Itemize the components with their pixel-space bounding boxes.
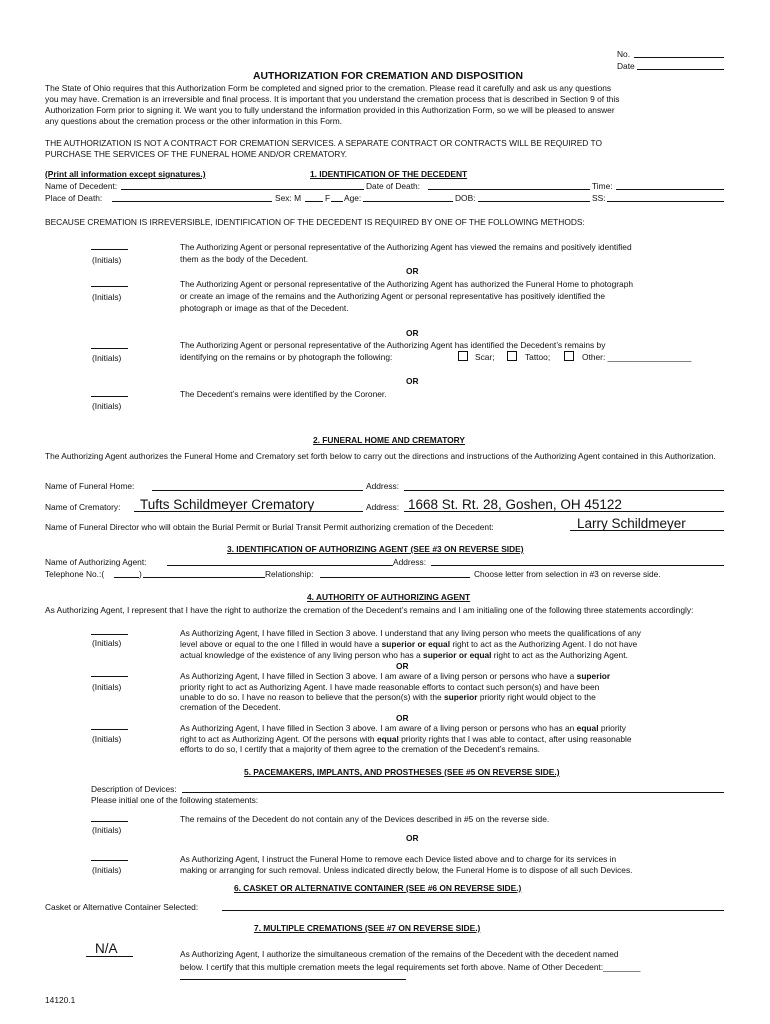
identification-requirement: BECAUSE CREMATION IS IRREVERSIBLE, IDENTIFICATION OF THE DECEDENT IS REQUIRED BY ONE OF THE FOLLOWING METHODS:	[45, 217, 585, 227]
funeral-home-field[interactable]	[152, 490, 363, 491]
method-4-line: The Decedent’s remains were identified by the Coroner.	[180, 389, 387, 399]
other-decedent-field[interactable]	[180, 979, 406, 980]
section-4-heading: 4. AUTHORITY OF AUTHORIZING AGENT	[307, 592, 471, 602]
ss-field[interactable]	[607, 201, 724, 202]
initials-line[interactable]	[91, 729, 128, 730]
section-2-heading: 2. FUNERAL HOME AND CREMATORY	[313, 435, 465, 445]
form-title: AUTHORIZATION FOR CREMATION AND DISPOSITION	[253, 71, 523, 82]
crematory-name-value[interactable]: Tufts Schildmeyer Crematory	[140, 497, 315, 512]
notice-line-2: PURCHASE THE SERVICES OF THE FUNERAL HOME AND/OR CREMATORY.	[45, 149, 348, 159]
crematory-field[interactable]	[134, 511, 363, 512]
decedent-name-field[interactable]	[121, 189, 364, 190]
authority-c-line-2: right to act as Authorizing Agent. Of the persons with equal priority rights that I was able to contact, after using reasonable	[180, 734, 632, 744]
method-2-line-3: photograph or image as that of the Decedent.	[180, 303, 349, 313]
intro-line-3: Authorization Form prior to signing it. We want you to fully understand the information provided in this Authorization Form, so we will be pleased to answer	[45, 105, 615, 115]
dob-field[interactable]	[478, 201, 590, 202]
authority-a-line-2: level above or equal to the one I filled in would have a superior or equal right to act as the Authorizing Agent. I do not have	[180, 639, 638, 649]
method-3-line-1: The Authorizing Agent or personal representative of the Authorizing Agent has identified the Decedent’s remains by	[180, 340, 606, 350]
multiple-cremation-line-1: As Authorizing Agent, I authorize the simultaneous cremation of the remains of the Decedent with the decedent named	[180, 949, 619, 959]
agent-address-field[interactable]	[431, 565, 724, 566]
or-label: OR	[406, 266, 419, 276]
initials-line[interactable]	[91, 286, 128, 287]
sex-f-label: F	[325, 193, 331, 203]
initials-line[interactable]	[91, 860, 128, 861]
telephone-field[interactable]	[143, 577, 265, 578]
container-label: Casket or Alternative Container Selected:	[45, 902, 199, 912]
section-4-intro: As Authorizing Agent, I represent that I have the right to authorize the cremation of the Decedent’s remains and I am initialing one of the following three statements accordingly:	[45, 605, 694, 615]
date-label: Date	[617, 61, 635, 71]
method-2-line-1: The Authorizing Agent or personal representative of the Authorizing Agent has authorized the Funeral Home to photograph	[180, 279, 634, 289]
number-label: No.	[617, 49, 631, 59]
sex-f-field[interactable]	[331, 201, 343, 202]
authorizing-agent-label: Name of Authorizing Agent:	[45, 557, 147, 567]
intro-line-4: any questions about the cremation process or the other information in this Form.	[45, 116, 342, 126]
funeral-director-field[interactable]	[570, 530, 724, 531]
devices-statement-b-line-1: As Authorizing Agent, I instruct the Funeral Home to remove each Device listed above and to charge for its services in	[180, 854, 617, 864]
place-of-death-label: Place of Death:	[45, 193, 103, 203]
time-field[interactable]	[616, 189, 724, 190]
time-label: Time:	[592, 181, 613, 191]
initials-line[interactable]	[91, 676, 128, 677]
devices-label: Description of Devices:	[91, 784, 177, 794]
decedent-name-label: Name of Decedent:	[45, 181, 118, 191]
initials-line[interactable]	[91, 348, 128, 349]
crematory-address-value[interactable]: 1668 St. Rt. 28, Goshen, OH 45122	[408, 497, 622, 512]
authorizing-agent-field[interactable]	[167, 565, 393, 566]
container-field[interactable]	[222, 910, 724, 911]
initials-label: (Initials)	[92, 865, 122, 875]
other-label: Other: __________________	[582, 352, 692, 362]
age-label: Age:	[344, 193, 362, 203]
form-number: 14120.1	[45, 995, 76, 1005]
crematory-label: Name of Crematory:	[45, 502, 121, 512]
funeral-director-value[interactable]: Larry Schildmeyer	[577, 516, 686, 531]
crematory-address-label: Address:	[366, 502, 400, 512]
tattoo-checkbox[interactable]	[507, 351, 517, 361]
initials-line[interactable]	[91, 396, 128, 397]
funeral-director-label: Name of Funeral Director who will obtain the Burial Permit or Burial Transit Permit authorizing cremation of the Decedent:	[45, 522, 494, 532]
notice-line-1: THE AUTHORIZATION IS NOT A CONTRACT FOR CREMATION SERVICES. A SEPARATE CONTRACT OR CONTRACTS WILL BE REQUIRED TO	[45, 138, 603, 148]
print-note: (Print all information except signatures.)	[45, 169, 206, 179]
initials-label: (Initials)	[92, 255, 122, 265]
devices-field[interactable]	[182, 792, 724, 793]
date-of-death-label: Date of Death:	[366, 181, 421, 191]
or-label: OR	[406, 833, 419, 843]
intro-line-2: you may have. Cremation is an irreversible and final process. It is important that you understand the cremation process that is described in Section 9 of this	[45, 94, 620, 104]
sex-label: Sex: M	[275, 193, 302, 203]
agent-address-label: Address:	[393, 557, 427, 567]
other-checkbox[interactable]	[564, 351, 574, 361]
telephone-label: Telephone No.:(	[45, 569, 105, 579]
section-1-heading: 1. IDENTIFICATION OF THE DECEDENT	[310, 169, 468, 179]
authority-b-line-1: As Authorizing Agent, I have filled in Section 3 above. I am aware of a living person or persons who have a superior	[180, 671, 611, 681]
initials-label: (Initials)	[92, 825, 122, 835]
sex-m-field[interactable]	[305, 201, 323, 202]
authority-c-line-3: efforts to do so, I certify that a majority of them agree to the cremation of the Decedent’s remains.	[180, 744, 540, 754]
initials-label: (Initials)	[92, 292, 122, 302]
initials-label: (Initials)	[92, 401, 122, 411]
section-5-heading: 5. PACEMAKERS, IMPLANTS, AND PROSTHESES (SEE #5 ON REVERSE SIDE.)	[244, 767, 560, 777]
initials-label: (Initials)	[92, 638, 122, 648]
intro-line-1: The State of Ohio requires that this Authorization Form be completed and signed prior to the cremation. Please read it carefully and ask us any questions	[45, 83, 612, 93]
relationship-field[interactable]	[320, 577, 470, 578]
funeral-home-label: Name of Funeral Home:	[45, 481, 135, 491]
crematory-address-field[interactable]	[404, 511, 724, 512]
method-3-line-2: identifying on the remains or by photograph the following:	[180, 352, 393, 362]
multiple-cremation-line-2: below. I certify that this multiple cremation meets the legal requirements set forth above. Name of Other Decedent:________	[180, 962, 641, 972]
devices-statement-b-line-2: making or arranging for such removal. Unless indicated directly below, the Funeral Home is to dispose of all such Devices.	[180, 865, 633, 875]
multiple-cremation-initials-value[interactable]: N/A	[95, 941, 118, 956]
authority-b-line-2: priority right to act as Authorizing Agent. I have made reasonable efforts to contact such person(s) and have been	[180, 682, 600, 692]
multiple-cremation-initials-line[interactable]	[86, 956, 133, 957]
date-field[interactable]	[637, 69, 724, 70]
method-1-line-1: The Authorizing Agent or personal representative of the Authorizing Agent has viewed the remains and positively identified	[180, 242, 632, 252]
authority-a-line-3: actual knowledge of the existence of any living person who has a superior or equal right to act as the Authorizing Agent.	[180, 650, 628, 660]
initials-line[interactable]	[91, 249, 128, 250]
section-2-text: The Authorizing Agent authorizes the Funeral Home and Crematory set forth below to carry out the directions and instructions of the Authorizing Agent contained in this Authorization.	[45, 451, 716, 461]
place-of-death-field[interactable]	[112, 201, 272, 202]
relationship-label: Relationship:	[265, 569, 314, 579]
scar-checkbox[interactable]	[458, 351, 468, 361]
authority-c-line-1: As Authorizing Agent, I have filled in Section 3 above. I am aware of a living person or persons who has an equal priority	[180, 723, 626, 733]
authority-a-line-1: As Authorizing Agent, I have filled in Section 3 above. I understand that any living person who meets the qualifications of any	[180, 628, 641, 638]
authority-b-line-4: cremation of the Decedent.	[180, 702, 281, 712]
initials-label: (Initials)	[92, 682, 122, 692]
authority-b-line-3: unable to do so. I have no reason to believe that the person(s) with the superior priority right would object to the	[180, 692, 596, 702]
ss-label: SS:	[592, 193, 606, 203]
devices-instruction: Please initial one of the following statements:	[91, 795, 259, 805]
number-field[interactable]	[634, 57, 724, 58]
scar-label: Scar;	[475, 352, 495, 362]
section-6-heading: 6. CASKET OR ALTERNATIVE CONTAINER (SEE #6 ON REVERSE SIDE.)	[234, 883, 522, 893]
or-label: OR	[396, 661, 409, 671]
section-3-heading: 3. IDENTIFICATION OF AUTHORIZING AGENT (SEE #3 ON REVERSE SIDE)	[227, 544, 524, 554]
or-label: OR	[396, 713, 409, 723]
initials-line[interactable]	[91, 821, 128, 822]
or-label: OR	[406, 328, 419, 338]
initials-label: (Initials)	[92, 734, 122, 744]
section-7-heading: 7. MULTIPLE CREMATIONS (SEE #7 ON REVERSE SIDE.)	[254, 923, 481, 933]
telephone-area-field[interactable]	[114, 577, 139, 578]
age-field[interactable]	[363, 201, 453, 202]
tattoo-label: Tattoo;	[525, 352, 551, 362]
method-2-line-2: or create an image of the remains and the Authorizing Agent or personal representative has positively identified the	[180, 291, 606, 301]
initials-label: (Initials)	[92, 353, 122, 363]
devices-statement-a: The remains of the Decedent do not contain any of the Devices described in #5 on the reverse side.	[180, 814, 550, 824]
telephone-paren: )	[139, 569, 142, 579]
dob-label: DOB:	[455, 193, 476, 203]
or-label: OR	[406, 376, 419, 386]
funeral-home-address-label: Address:	[366, 481, 400, 491]
funeral-home-address-field[interactable]	[404, 490, 724, 491]
initials-line[interactable]	[91, 634, 128, 635]
relationship-instruction: Choose letter from selection in #3 on reverse side.	[474, 569, 661, 579]
method-1-line-2: them as the body of the Decedent.	[180, 254, 309, 264]
date-of-death-field[interactable]	[428, 189, 590, 190]
